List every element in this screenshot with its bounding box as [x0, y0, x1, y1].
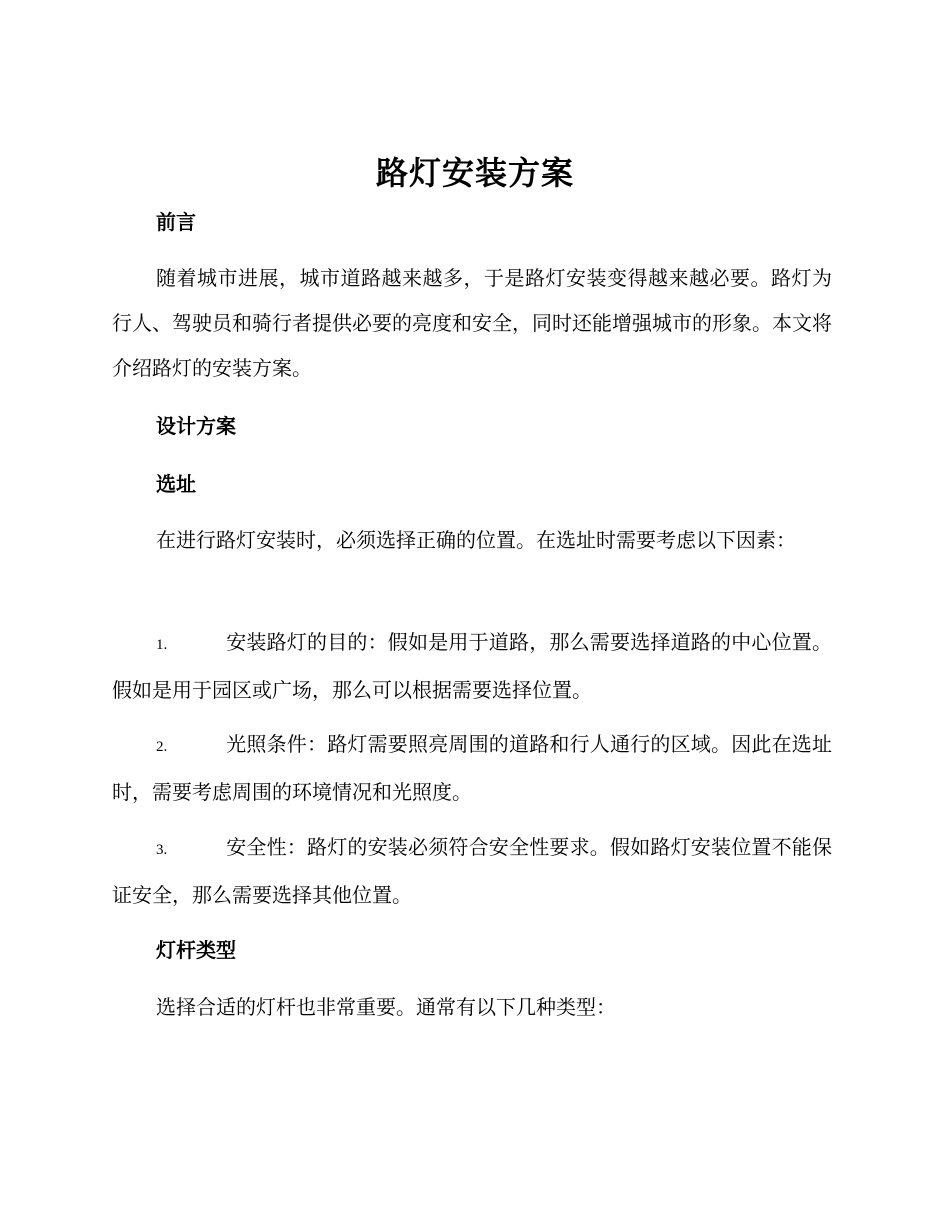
- list-number: 2.: [156, 739, 168, 755]
- pole-type-heading: 灯杆类型: [156, 938, 236, 962]
- list-item-text: 安装路灯的目的：假如是用于道路，那么需要选择道路的中心位置。假如是用于园区或广场，那么可以根据需要选择位置。: [112, 630, 832, 702]
- site-list-item-3: [112, 825, 832, 918]
- site-selection-heading: 选址: [156, 472, 196, 496]
- preface-heading: 前言: [156, 210, 196, 234]
- list-number: 3.: [156, 842, 168, 858]
- site-list-item-2: [112, 722, 832, 815]
- list-item-text: 安全性：路灯的安装必须符合安全性要求。假如路灯安装位置不能保证安全，那么需要选择其他位置。: [112, 835, 832, 907]
- list-number: 1.: [156, 637, 168, 653]
- pole-intro-paragraph: 选择合适的灯杆也非常重要。通常有以下几种类型：: [156, 995, 616, 1019]
- site-list-item-1: [112, 620, 832, 713]
- design-heading: 设计方案: [156, 414, 236, 438]
- preface-paragraph: 随着城市进展，城市道路越来越多，于是路灯安装变得越来越必要。路灯为行人、驾驶员和骑行者提供必要的亮度和安全，同时还能增强城市的形象。本文将介绍路灯的安装方案。: [112, 266, 832, 380]
- site-intro-paragraph: 在进行路灯安装时，必须选择正确的位置。在选址时需要考虑以下因素：: [156, 528, 796, 552]
- list-item-text: 光照条件：路灯需要照亮周围的道路和行人通行的区域。因此在选址时，需要考虑周围的环境情况和光照度。: [112, 732, 832, 804]
- document-title: 路灯安装方案: [375, 154, 574, 192]
